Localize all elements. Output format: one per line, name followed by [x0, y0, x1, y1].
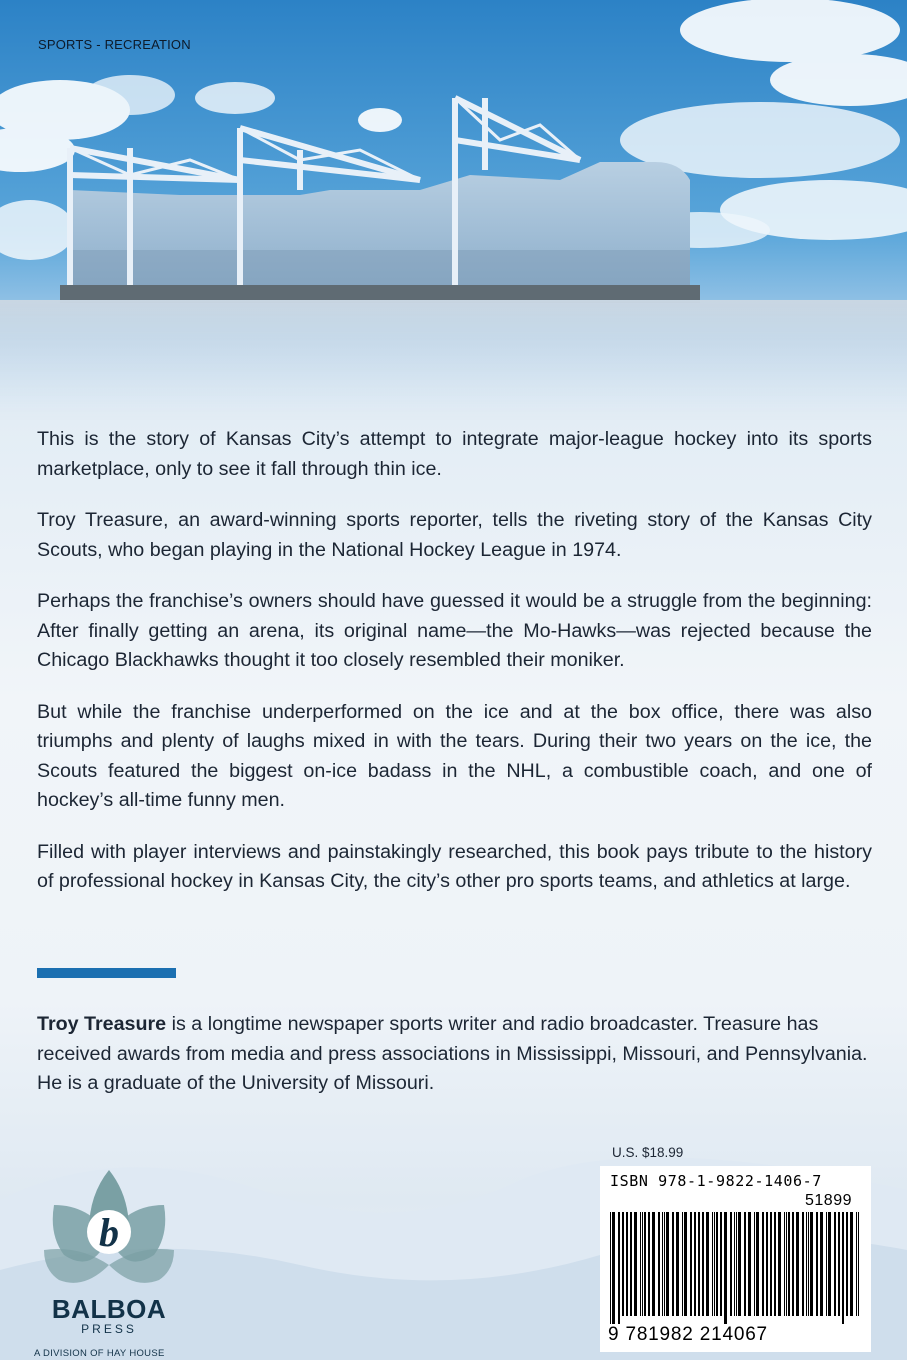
barcode-bar: [828, 1212, 831, 1316]
barcode-box: [600, 1166, 871, 1352]
barcode-bar: [642, 1212, 643, 1316]
isbn-label: ISBN 978-1-9822-1406-7: [610, 1172, 822, 1190]
barcode-bar: [610, 1212, 611, 1324]
author-bio-text: is a longtime newspaper sports writer and radio broadcaster. Treasure has received awards from media and press associations in Mississippi, Missouri, and Pennsylvania. He is a graduate of the University of Missouri.: [37, 1013, 868, 1094]
barcode-bar: [720, 1212, 722, 1316]
barcode-bar: [826, 1212, 827, 1316]
barcode-bar: [744, 1212, 746, 1316]
barcode-bar: [756, 1212, 759, 1316]
barcode-bar: [702, 1212, 704, 1316]
lotus-icon: [34, 1170, 184, 1295]
barcode-bar: [724, 1212, 727, 1324]
barcode-bar: [662, 1212, 663, 1316]
price-code: 51899: [805, 1192, 852, 1209]
barcode-bar: [770, 1212, 772, 1316]
barcode-bar: [810, 1212, 813, 1316]
barcode-bar: [664, 1212, 665, 1316]
barcode-bar: [734, 1212, 735, 1316]
barcode-bar: [838, 1212, 840, 1316]
barcode-bar: [730, 1212, 732, 1316]
paragraph: Perhaps the franchise’s owners should have guessed it would be a struggle from the beginning: After finally getting an arena, its original name—the Mo-Hawks—was rejected because the Chicago Blackhawks thought it too closely resembled their moniker.: [37, 590, 872, 671]
barcode-bar: [784, 1212, 785, 1316]
barcode-bar: [684, 1212, 687, 1316]
barcode-bar: [802, 1212, 804, 1316]
barcode-bar: [762, 1212, 764, 1316]
barcode-bar: [698, 1212, 700, 1316]
barcode-bar: [754, 1212, 755, 1316]
barcode-bar: [640, 1212, 641, 1316]
barcode-bar: [820, 1212, 823, 1316]
barcode-bar: [834, 1212, 836, 1316]
barcode-bar: [786, 1212, 787, 1316]
barcode-bar: [778, 1212, 781, 1316]
publisher-division: A DIVISION OF HAY HOUSE: [34, 1348, 165, 1359]
barcode-bar: [738, 1212, 741, 1316]
barcode-bar: [856, 1212, 857, 1316]
barcode-bar: [658, 1212, 660, 1316]
barcode-bar: [714, 1212, 715, 1316]
category-label: SPORTS - RECREATION: [38, 37, 191, 52]
parking-lot: [0, 300, 907, 420]
barcode-bar: [618, 1212, 620, 1324]
barcode-bar: [690, 1212, 692, 1316]
barcode-bar: [846, 1212, 848, 1316]
publisher-name: BALBOA: [51, 1294, 167, 1324]
barcode-bar: [634, 1212, 637, 1316]
author-name: Troy Treasure: [37, 1013, 167, 1035]
barcode-bar: [682, 1212, 683, 1316]
barcode-bar: [842, 1212, 844, 1324]
barcode-bar: [676, 1212, 679, 1316]
barcode-bar: [806, 1212, 807, 1316]
barcode-bar: [622, 1212, 624, 1316]
logo-mark: b: [99, 1210, 119, 1255]
barcode-bar: [748, 1212, 751, 1316]
price-label: U.S. $18.99: [612, 1145, 684, 1160]
description: [37, 425, 872, 919]
barcode-bars: [608, 1212, 863, 1324]
publisher-sub: PRESS: [81, 1322, 137, 1336]
barcode-bar: [766, 1212, 768, 1316]
barcode-bar: [774, 1212, 776, 1316]
barcode-bar: [858, 1212, 859, 1316]
barcode-bar: [612, 1212, 615, 1324]
paragraph: Filled with player interviews and painstakingly researched, this book pays tribute to the history of professional hockey in Kansas City, the city’s other pro sports teams, and athletics at large.: [37, 840, 872, 892]
barcode-bar: [672, 1212, 674, 1316]
paragraph: This is the story of Kansas City’s attempt to integrate major-league hockey into its sports marketplace, only to see it fall through thin ice.: [37, 428, 872, 480]
barcode-bar: [626, 1212, 628, 1316]
barcode-bar: [808, 1212, 809, 1316]
barcode-bar: [736, 1212, 737, 1316]
barcode-bar: [796, 1212, 799, 1316]
barcode-digits: 9 781982 214067: [608, 1324, 768, 1345]
barcode-bar: [630, 1212, 632, 1316]
arena-photo: [0, 0, 907, 420]
barcode-bar: [788, 1212, 790, 1316]
barcode-bar: [712, 1212, 713, 1316]
paragraph: But while the franchise underperformed on the ice and at the box office, there was also triumphs and plenty of laughs mixed in with the tears. During their two years on the ice, the Scouts featured the biggest on-ice badass in the NHL, a combustible coach, and one of hockey’s all-time funny men.: [37, 700, 872, 811]
barcode-bar: [644, 1212, 646, 1316]
barcode-bar: [716, 1212, 718, 1316]
paragraph: Troy Treasure, an award-winning sports reporter, tells the riveting story of the Kansas City Scouts, who began playing in the National Hockey League in 1974.: [37, 509, 872, 561]
barcode-bar: [816, 1212, 818, 1316]
barcode-bar: [666, 1212, 669, 1316]
barcode-bar: [792, 1212, 794, 1316]
publisher-logo: [34, 1170, 184, 1360]
barcode-bar: [652, 1212, 655, 1316]
barcode-bar: [850, 1212, 853, 1316]
barcode-bar: [706, 1212, 709, 1316]
barcode-bar: [694, 1212, 696, 1316]
barcode-bar: [648, 1212, 650, 1316]
divider-rule: [37, 968, 176, 978]
